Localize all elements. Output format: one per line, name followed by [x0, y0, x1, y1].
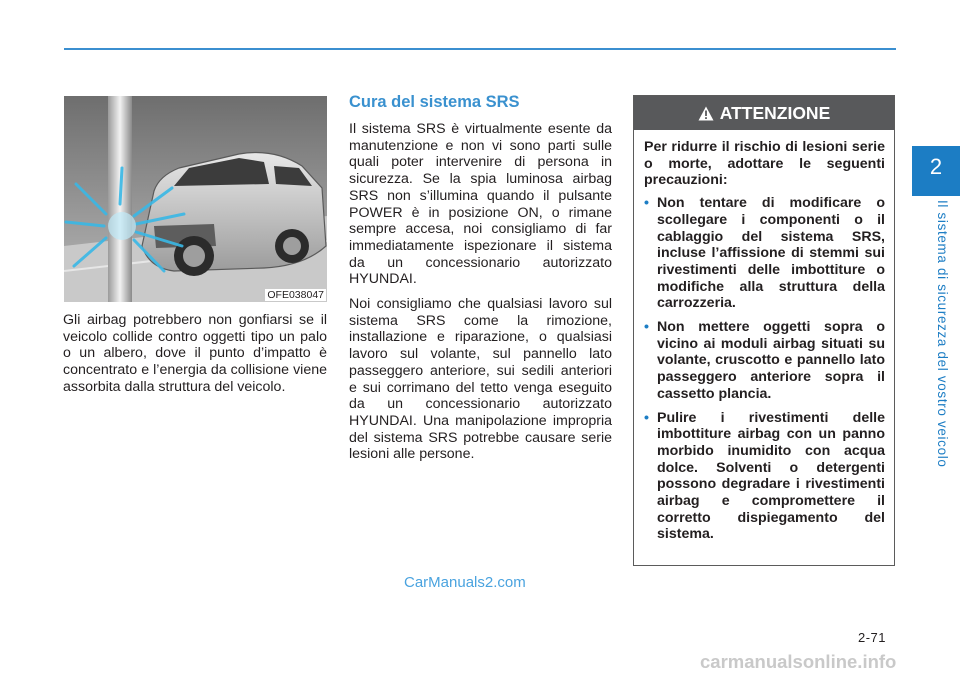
collision-illustration [64, 96, 327, 302]
figure-caption: Gli airbag potrebbero non gonfiarsi se il veicolo collide contro oggetti tipo un palo o un albero, dove il punto d’impatto è concentrato e l’energia da collisione viene assorbita dalla struttura del veicolo. [63, 312, 327, 395]
header-rule [64, 48, 896, 50]
figure-code: OFE038047 [267, 289, 324, 301]
warning-header [634, 96, 894, 130]
warning-intro: Per ridurre il rischio di lesioni serie o morte, adottare le seguenti precauzioni: [644, 139, 885, 189]
suv-pole-collision-image [64, 96, 327, 302]
bullet-icon: • [644, 319, 649, 336]
watermark-link[interactable]: CarManuals2.com [404, 574, 526, 591]
chapter-title: Il sistema di sicurezza del vostro veicolo [935, 200, 950, 468]
chapter-tab[interactable] [912, 146, 960, 196]
bullet-icon: • [644, 409, 649, 426]
warning-item: • Non tentare di modificare o scollegare i componenti o il cablaggio del sistema SRS, incluse l’affissione di stemmi sui rivestimenti delle imbottiture o modifiche alla struttura della carrozzeria. [644, 195, 885, 312]
warning-body [634, 130, 894, 543]
section-heading: Cura del sistema SRS [349, 93, 520, 111]
warning-title: ATTENZIONE [719, 102, 831, 123]
warning-list [644, 195, 885, 543]
bullet-icon: • [644, 195, 649, 212]
warning-box [633, 95, 895, 566]
paragraph-service: Noi consigliamo che qualsiasi lavoro sul sistema SRS come la rimozione, installazione e riparazione, o qualsiasi lavoro sul volante, sul pannello lato passeggero anteriore, sui sedili anteriori e sui corrimano del tetto venga eseguito da un concessionario autorizzato HYUNDAI. Una manipolazione impropria del sistema SRS potrebbe causare serie lesioni alle persone. [349, 296, 612, 463]
page-number: 2-71 [858, 630, 887, 645]
paragraph-maintenance: Il sistema SRS è virtualmente esente da manutenzione e non vi sono parti sulle quali poter intervenire di persona in sicurezza. Se la spia luminosa airbag SRS non s’illumina quando il pulsante POWER è in posizione ON, o rimane sempre accesa, noi consigliamo di far immediatamente ispezionare il sistema da un concessionario autorizzato HYUNDAI. [349, 121, 612, 288]
footer-site-link[interactable]: carmanualsonline.info [700, 651, 897, 672]
warning-item: • Pulire i rivestimenti delle imbottiture airbag con un panno morbido inumidito con acqua dolce. Solventi o detergenti possono degradare i rivestimenti airbag e compromettere il corretto dispiegamento del sistema. [644, 409, 885, 543]
warning-item: • Non mettere oggetti sopra o vicino ai moduli airbag situati su volante, cruscotto e pannello lato passeggero anteriore sopra il cassetto plancia. [644, 319, 885, 402]
warning-triangle-icon [698, 106, 714, 121]
chapter-number: 2 [929, 154, 943, 179]
srs-care-section [349, 93, 612, 471]
